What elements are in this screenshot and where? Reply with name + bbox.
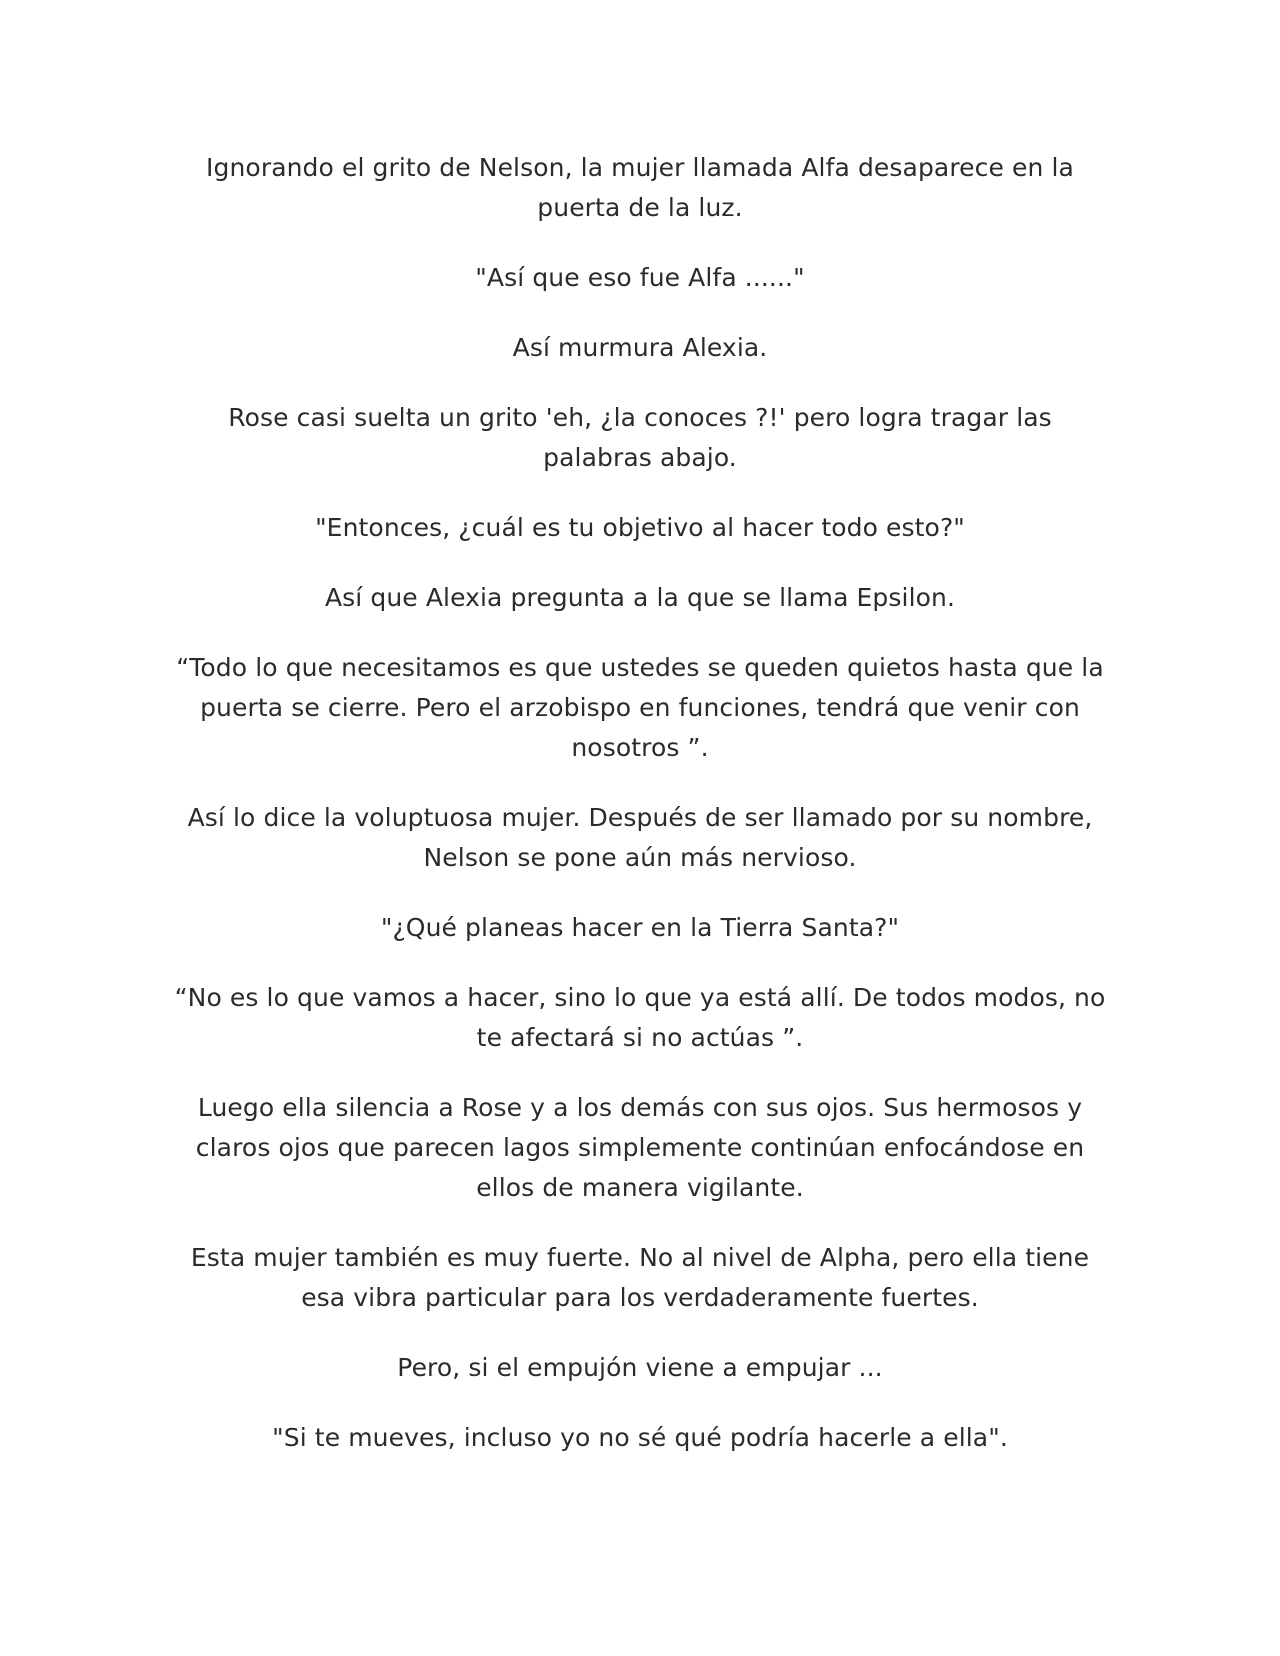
document-body xyxy=(170,148,1110,1458)
paragraph: “No es lo que vamos a hacer, sino lo que ya está allí. De todos modos, no te afectará si no actúas ”. xyxy=(174,983,1106,1052)
paragraph: Pero, si el empujón viene a empujar ... xyxy=(397,1353,883,1382)
paragraph: Así lo dice la voluptuosa mujer. Después de ser llamado por su nombre, Nelson se pone aún más nervioso. xyxy=(187,803,1093,872)
paragraph: "Si te mueves, incluso yo no sé qué podría hacerle a ella". xyxy=(272,1423,1008,1452)
paragraph: Así que Alexia pregunta a la que se llama Epsilon. xyxy=(324,583,956,612)
paragraph: “Todo lo que necesitamos es que ustedes se queden quietos hasta que la puerta se cierre. Pero el arzobispo en funciones, tendrá que venir con nosotros ”. xyxy=(176,653,1104,762)
paragraph: Ignorando el grito de Nelson, la mujer llamada Alfa desaparece en la puerta de la luz. xyxy=(206,153,1074,222)
paragraph: Esta mujer también es muy fuerte. No al nivel de Alpha, pero ella tiene esa vibra particular para los verdaderamente fuertes. xyxy=(190,1243,1090,1312)
paragraph: Así murmura Alexia. xyxy=(512,333,768,362)
paragraph: "¿Qué planeas hacer en la Tierra Santa?" xyxy=(380,913,900,942)
paragraph: "Entonces, ¿cuál es tu objetivo al hacer todo esto?" xyxy=(315,513,965,542)
paragraph: "Así que eso fue Alfa ......" xyxy=(475,263,805,292)
paragraph: Luego ella silencia a Rose y a los demás con sus ojos. Sus hermosos y claros ojos que parecen lagos simplemente continúan enfocándose en ellos de manera vigilante. xyxy=(195,1093,1085,1202)
paragraph: Rose casi suelta un grito 'eh, ¿la conoces ?!' pero logra tragar las palabras abajo. xyxy=(228,403,1052,472)
